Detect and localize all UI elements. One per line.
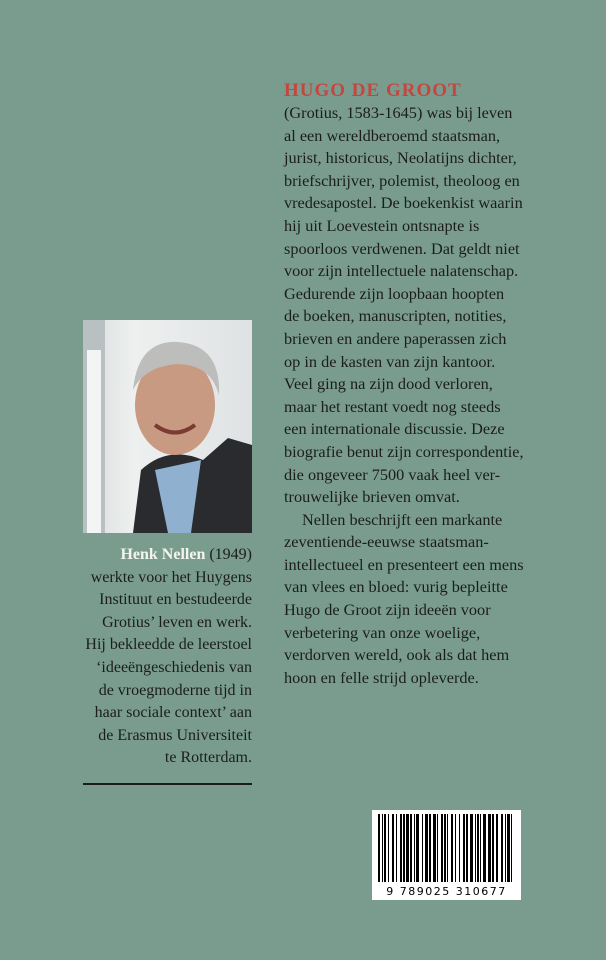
barcode-bar <box>507 814 510 882</box>
description-line: verbetering van onze woelige, <box>284 622 481 642</box>
bio-line: Hij bekleedde de leerstoel <box>85 636 252 654</box>
author-bio <box>85 544 252 770</box>
barcode-bar <box>406 814 409 882</box>
barcode-bar <box>444 814 446 882</box>
bio-line: te Rotterdam. <box>164 749 252 767</box>
barcode-bar <box>403 814 405 882</box>
author-name: Henk Nellen <box>120 546 206 563</box>
barcode-bar <box>422 814 423 882</box>
bio-line: de vroegmoderne tijd in <box>98 681 252 699</box>
description-line: briefschrijver, polemist, theoloog en <box>284 170 520 190</box>
description-line: voor zijn intellectuele nalatenschap. <box>284 261 519 281</box>
description-line: intellectueel en presenteert een mens <box>284 554 524 574</box>
description-line: jurist, historicus, Neolatijns dichter, <box>284 148 517 168</box>
barcode-bar <box>477 814 479 882</box>
description-line: de boeken, manuscripten, notities, <box>284 306 507 326</box>
bio-line: Instituut en bestudeerde <box>99 591 252 609</box>
description-line: Hugo de Groot zijn ideeën voor <box>284 600 491 620</box>
barcode-bar <box>459 814 460 882</box>
barcode-bar <box>400 814 402 882</box>
barcode-bars-icon <box>378 814 515 882</box>
barcode-bar <box>425 814 428 882</box>
bio-line: haar sociale context’ aan <box>94 704 252 722</box>
divider <box>83 783 252 785</box>
description-line: Nellen beschrijft een markante <box>302 509 503 529</box>
barcode-bar <box>475 814 476 882</box>
barcode-bar <box>455 814 456 882</box>
barcode-bar <box>410 814 412 882</box>
description-line: trouwelijke brieven omvat. <box>284 487 460 507</box>
bio-line: ‘ideeëngeschiedenis van <box>96 658 252 676</box>
barcode-bar <box>466 814 468 882</box>
barcode-bar <box>429 814 431 882</box>
barcode-bar <box>388 814 389 882</box>
barcode-bar <box>382 814 383 882</box>
barcode-bar <box>492 814 494 882</box>
bio-line: de Erasmus Universiteit <box>98 726 252 744</box>
barcode-bar <box>501 814 503 882</box>
description-line: op in de kasten van zijn kantoor. <box>284 351 496 371</box>
description-line: een internationale discussie. Deze <box>284 419 505 439</box>
author-photo <box>83 320 252 533</box>
description-line: vredesapostel. De boekenkist waarin <box>284 193 523 213</box>
barcode-bar <box>416 814 419 882</box>
barcode-bar <box>378 814 380 882</box>
description-line: Veel ging na zijn dood verloren, <box>284 374 493 394</box>
barcode-bar <box>396 814 397 882</box>
barcode-bar <box>392 814 394 882</box>
description-line: biografie benut zijn correspondentie, <box>284 441 524 461</box>
description-line: hoon en felle strijd opleverde. <box>284 667 479 687</box>
bio-line: werkte voor het Huygens <box>90 568 252 586</box>
barcode-bar <box>414 814 415 882</box>
barcode-bar <box>433 814 436 882</box>
barcode-bar <box>451 814 453 882</box>
description-line: al een wereldberoemd staatsman, <box>284 125 501 145</box>
barcode-bar <box>441 814 443 882</box>
barcode-bar <box>505 814 506 882</box>
barcode-bar <box>480 814 481 882</box>
author-years: (1949) <box>205 546 252 563</box>
description-line: hij uit Loevestein ontsnapte is <box>284 215 480 235</box>
barcode <box>372 810 521 900</box>
barcode-bar <box>437 814 438 882</box>
description-line: zeventiende-eeuwse staatsman- <box>284 532 489 552</box>
description-line: van vlees en bloed: vurig bepleitte <box>284 577 508 597</box>
bio-line: Grotius’ leven en werk. <box>102 613 252 631</box>
description-line: die ongeveer 7500 vaak heel ver- <box>284 464 501 484</box>
book-title: HUGO DE GROOT <box>284 80 462 101</box>
barcode-bar <box>447 814 448 882</box>
barcode-bar <box>488 814 491 882</box>
barcode-bar <box>511 814 512 882</box>
barcode-bar <box>470 814 473 882</box>
description <box>284 102 524 689</box>
description-line: Gedurende zijn loopbaan hoopten <box>284 283 505 303</box>
description-line: maar het restant voedt nog steeds <box>284 396 501 416</box>
barcode-bar <box>463 814 465 882</box>
description-line: (Grotius, 1583-1645) was bij leven <box>284 103 513 122</box>
description-line: spoorloos verdwenen. Dat geldt niet <box>284 238 520 258</box>
barcode-bar <box>496 814 498 882</box>
barcode-bar <box>483 814 486 882</box>
barcode-bar <box>384 814 386 882</box>
description-line: brieven en andere paperassen zich <box>284 328 507 348</box>
description-line: verdorven wereld, ook als dat hem <box>284 645 510 665</box>
isbn: 9 789025 310677 <box>386 885 507 898</box>
